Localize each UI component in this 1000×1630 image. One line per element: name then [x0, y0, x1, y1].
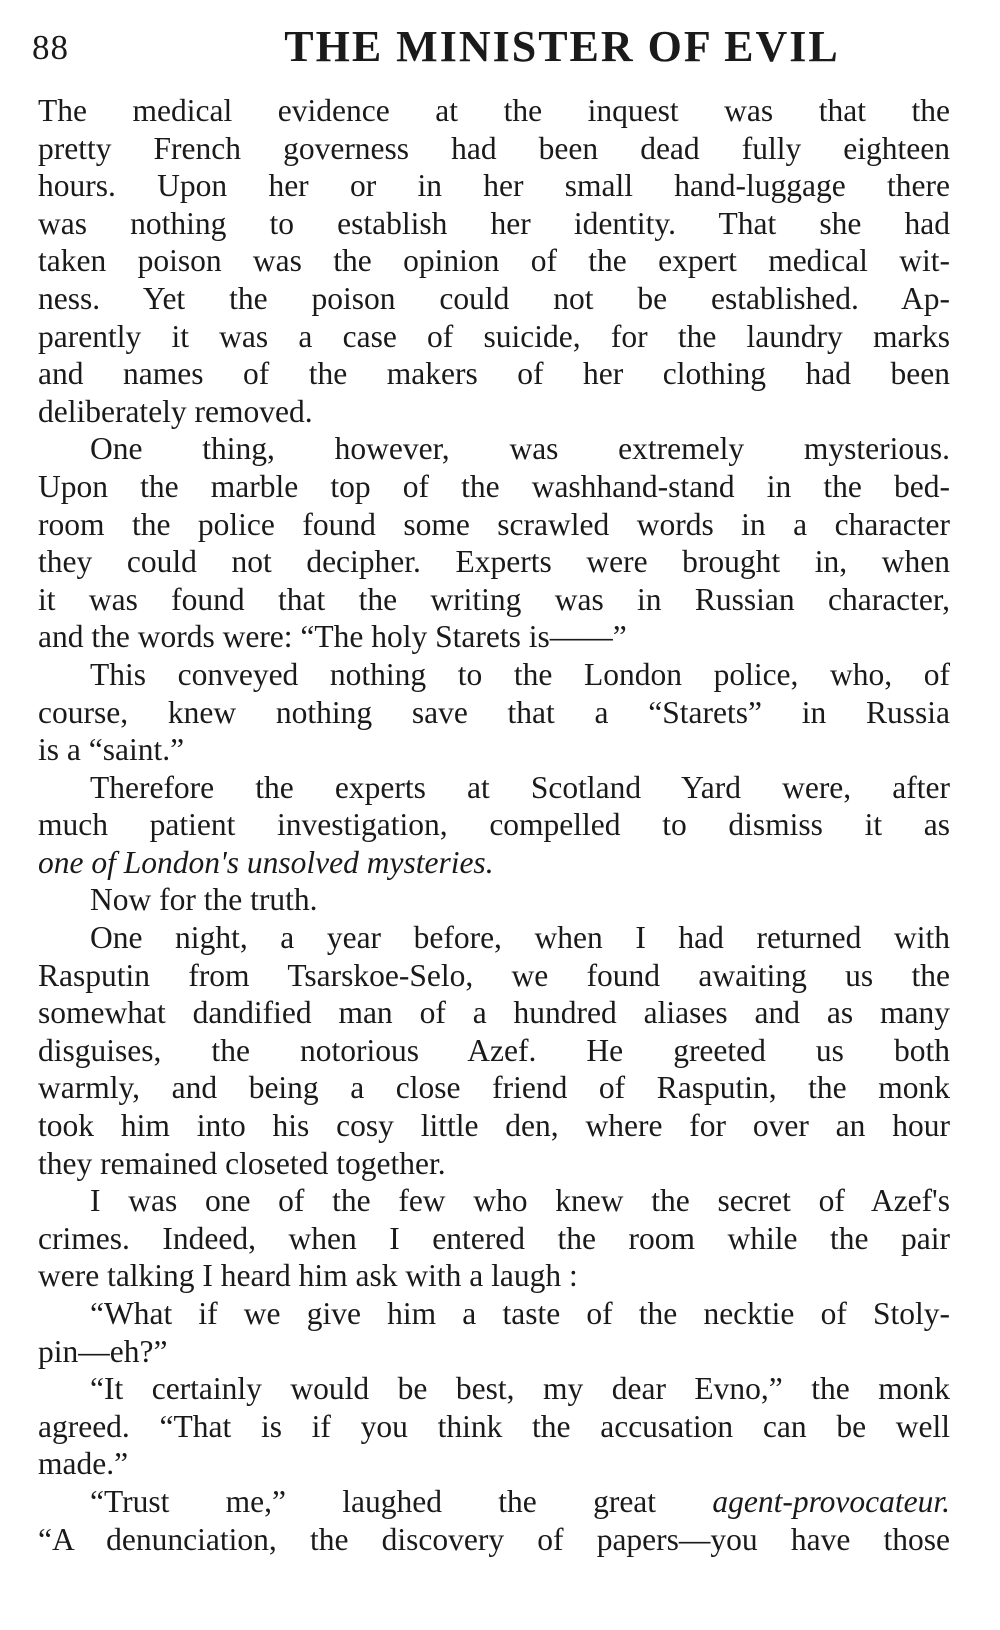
text-line: much patient investigation, compelled to dismiss it as: [38, 807, 950, 843]
text-line: This conveyed nothing to the London police, who, of: [90, 656, 950, 692]
text-line: I was one of the few who knew the secret of Azef's: [90, 1183, 950, 1219]
text-line: were talking I heard him ask with a laugh :: [38, 1258, 578, 1294]
text-line: and names of the makers of her clothing had been: [38, 356, 950, 392]
text-line: “A denunciation, the discovery of papers—you have those: [38, 1521, 950, 1557]
text-line: disguises, the notorious Azef. He greeted us both: [38, 1032, 950, 1068]
page-header: [32, 18, 972, 78]
text-line: pin—eh?”: [38, 1333, 168, 1369]
text-line: agreed. “That is if you think the accusation can be well: [38, 1408, 950, 1444]
text-line: room the police found some scrawled words in a character: [38, 506, 950, 542]
text-line: Therefore the experts at Scotland Yard were, after: [90, 769, 950, 805]
text-line: Now for the truth.: [90, 882, 318, 918]
text-line: was nothing to establish her identity. That she had: [38, 205, 950, 241]
text-line: ness. Yet the poison could not be established. Ap-: [38, 280, 950, 316]
text-line: course, knew nothing save that a “Starets” in Russia: [38, 694, 950, 730]
text-line: pretty French governess had been dead fully eighteen: [38, 130, 950, 166]
text-line: they could not decipher. Experts were brought in, when: [38, 544, 950, 580]
text-line: and the words were: “The holy Starets is——”: [38, 619, 627, 655]
text-line: one of London's unsolved mysteries.: [38, 844, 494, 880]
text-line: hours. Upon her or in her small hand-luggage there: [38, 168, 950, 204]
text-line: One thing, however, was extremely mysterious.: [90, 431, 950, 467]
text-line: Upon the marble top of the washhand-stand in the bed-: [38, 468, 950, 504]
text-line: “It certainly would be best, my dear Evno,” the monk: [90, 1371, 950, 1407]
body-text: [38, 92, 950, 1558]
text-run: “Trust me,” laughed the great: [90, 1483, 657, 1519]
running-title: THE MINISTER OF EVIL: [284, 22, 840, 71]
text-line: somewhat dandified man of a hundred aliases and as many: [38, 995, 950, 1031]
text-line: made.”: [38, 1446, 129, 1482]
page-number: 88: [32, 28, 69, 67]
text-line: is a “saint.”: [38, 732, 185, 768]
text-line: The medical evidence at the inquest was that the: [38, 93, 950, 128]
text-line: parently it was a case of suicide, for the laundry marks: [38, 318, 950, 354]
text-run-italic: agent-provocateur.: [712, 1483, 950, 1519]
text-line: taken poison was the opinion of the expert medical wit-: [38, 243, 950, 279]
text-line: crimes. Indeed, when I entered the room while the pair: [38, 1220, 950, 1256]
text-line: One night, a year before, when I had returned with: [90, 920, 950, 956]
text-line: Rasputin from Tsarskoe-Selo, we found awaiting us the: [38, 957, 950, 993]
text-line: it was found that the writing was in Russian character,: [38, 581, 950, 617]
text-line: “What if we give him a taste of the necktie of Stoly-: [90, 1296, 950, 1331]
text-line: deliberately removed.: [38, 393, 313, 429]
text-line: they remained closeted together.: [38, 1145, 446, 1181]
text-line: warmly, and being a close friend of Rasputin, the monk: [38, 1070, 950, 1106]
text-line: took him into his cosy little den, where for over an hour: [38, 1108, 950, 1144]
text-line: [38, 1483, 950, 1521]
